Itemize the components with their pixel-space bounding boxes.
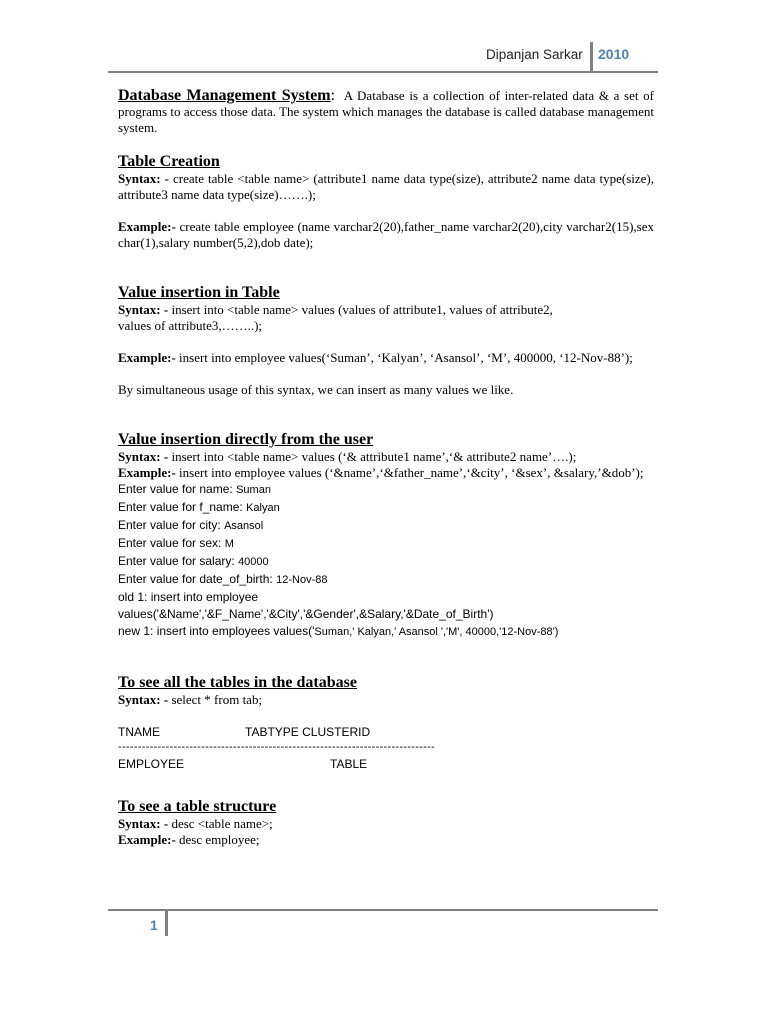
new-statement-values: Suman,' Kalyan,' Asansol ','M', 40000,'12-Nov-88') <box>314 626 559 638</box>
example-text: create table employee (name varchar2(20),father_name varchar2(20),city varchar2(15),sex char(1),salary number(5,2),dob date); <box>118 219 654 250</box>
intro-paragraph <box>118 88 654 136</box>
syntax-text: select * from tab; <box>171 692 263 707</box>
intro-heading: Database Management System <box>118 87 331 104</box>
user-prompt-line <box>118 535 654 553</box>
cell-tabtype: TABLE <box>330 757 368 771</box>
value-insertion-example <box>118 350 654 366</box>
section-heading-see-tables: To see all the tables in the database <box>118 674 357 691</box>
new-statement-prefix: new 1: insert into employees values(' <box>118 624 315 638</box>
syntax-text-line1: insert into <table name> values (values of attribute1, values of attribute2, <box>171 302 553 317</box>
intro-colon: : <box>330 87 336 104</box>
example-label: Example:- <box>118 465 176 480</box>
example-label: Example:- <box>118 350 176 365</box>
old-statement-line1: old 1: insert into employee <box>118 590 259 604</box>
section-heading-table-creation: Table Creation <box>118 153 220 170</box>
value-insertion-syntax <box>118 302 654 334</box>
value-insertion-note: By simultaneous usage of this syntax, we can insert as many values we like. <box>118 382 514 397</box>
example-text: desc employee; <box>179 832 260 847</box>
table-structure-example <box>118 832 654 848</box>
see-tables-syntax <box>118 692 654 708</box>
prompt-label: Enter value for date_of_birth: <box>118 572 273 586</box>
example-text: insert into employee values (‘&name’,‘&father_name’,‘&city’, ‘&sex’, &salary,’&dob’); <box>179 465 644 480</box>
example-text: insert into employee values(‘Suman’, ‘Kalyan’, ‘Asansol’, ‘M’, 400000, ‘12-Nov-88’); <box>179 350 633 365</box>
result-header-row <box>118 724 654 741</box>
syntax-label: Syntax: - <box>118 171 169 186</box>
cell-tname: EMPLOYEE <box>118 757 185 771</box>
syntax-text: insert into <table name> values (‘& attribute1 name’,‘& attribute2 name’….); <box>171 449 577 464</box>
column-tabtype-clusterid: TABTYPE CLUSTERID <box>245 725 371 739</box>
document-body <box>118 88 654 848</box>
prompt-label: Enter value for sex: <box>118 536 222 550</box>
syntax-label: Syntax: - <box>118 692 169 707</box>
result-separator: -------------------------------------------------------------------------------- <box>118 741 436 753</box>
syntax-text: desc <table name>; <box>171 816 273 831</box>
new-statement <box>118 623 654 641</box>
prompt-value: Suman <box>236 484 271 496</box>
section-heading-value-insertion: Value insertion in Table <box>118 284 280 301</box>
header-divider <box>590 42 593 72</box>
syntax-label: Syntax: - <box>118 816 169 831</box>
intro-text: A Database is a collection of inter-related data & a set of programs to access those data. The system which manages the database is called database management system. <box>118 88 655 135</box>
user-prompt-line <box>118 571 654 589</box>
table-creation-syntax <box>118 171 654 203</box>
header-year: 2010 <box>598 46 630 62</box>
prompt-value: 40000 <box>238 556 269 568</box>
old-statement-line2: values('&Name','&F_Name','&City','&Gender',&Salary,'&Date_of_Birth') <box>118 607 494 621</box>
footer-divider <box>165 911 168 936</box>
section-heading-table-structure: To see a table structure <box>118 798 277 815</box>
table-structure-syntax <box>118 816 654 832</box>
example-label: Example:- <box>118 219 176 234</box>
user-insertion-example <box>118 465 654 481</box>
syntax-text: create table <table name> (attribute1 name data type(size), attribute2 name data type(size), attribute3 name data type(size)…….); <box>118 171 655 202</box>
column-tname: TNAME <box>118 725 160 739</box>
user-insertion-syntax <box>118 449 654 465</box>
syntax-label: Syntax: - <box>118 449 169 464</box>
syntax-label: Syntax: - <box>118 302 169 317</box>
prompt-value: Kalyan <box>246 502 280 514</box>
table-creation-example <box>118 219 654 251</box>
prompt-value: Asansol <box>224 520 264 532</box>
prompt-label: Enter value for f_name: <box>118 500 243 514</box>
prompt-value: 12-Nov-88 <box>276 574 328 586</box>
prompt-label: Enter value for city: <box>118 518 221 532</box>
page-number: 1 <box>150 917 158 933</box>
syntax-text-line2: values of attribute3,……..); <box>118 318 263 333</box>
header-author: Dipanjan Sarkar <box>486 47 583 62</box>
user-prompt-line <box>118 517 654 535</box>
prompt-value: M <box>224 538 234 550</box>
user-prompt-line <box>118 481 654 499</box>
example-label: Example:- <box>118 832 176 847</box>
prompt-label: Enter value for salary: <box>118 554 235 568</box>
user-prompt-line <box>118 499 654 517</box>
result-row <box>118 756 654 773</box>
header-rule <box>108 71 658 73</box>
section-heading-user-insertion: Value insertion directly from the user <box>118 431 374 448</box>
user-prompt-line <box>118 553 654 571</box>
user-prompt-list <box>118 481 654 589</box>
prompt-label: Enter value for name: <box>118 482 233 496</box>
footer-rule <box>108 909 658 911</box>
